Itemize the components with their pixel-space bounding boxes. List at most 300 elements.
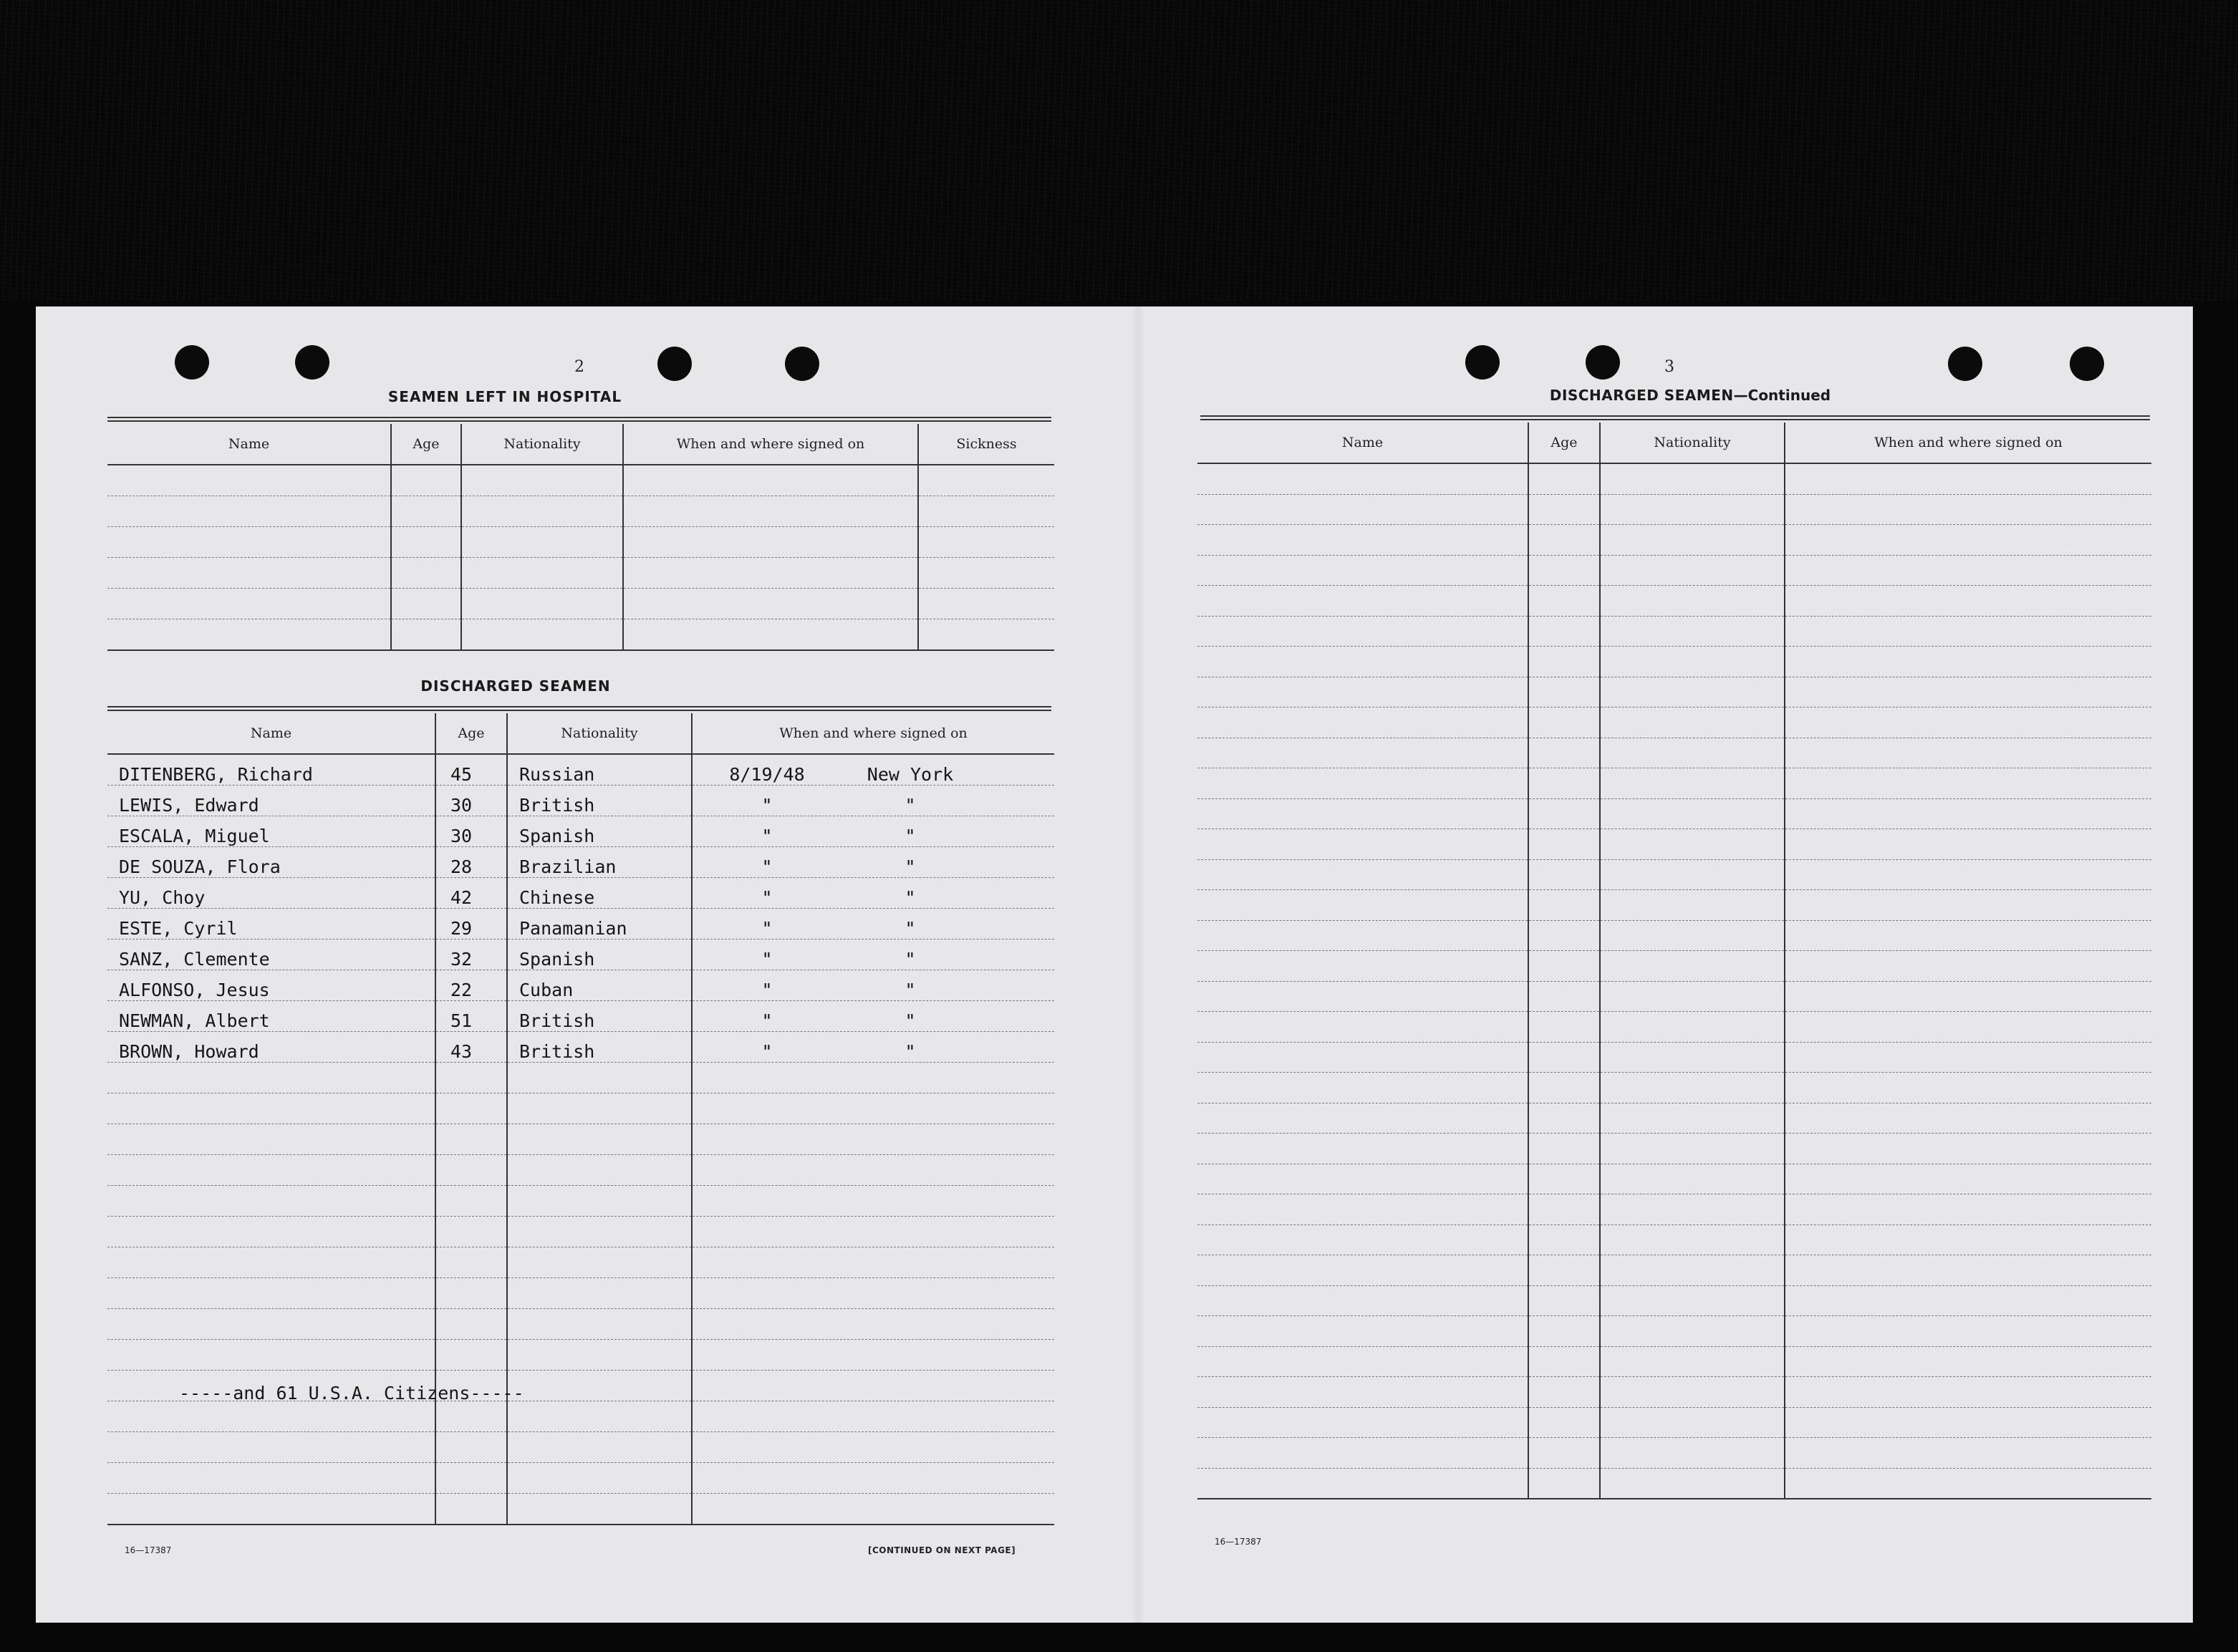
page-fold	[1132, 306, 1144, 1623]
table-cell	[1197, 768, 1528, 799]
table-row	[107, 558, 1054, 589]
seaman-signed-on	[692, 754, 1054, 786]
table-row	[1197, 1194, 2151, 1225]
table-cell	[1600, 1285, 1785, 1316]
signed-on-place: "	[905, 856, 916, 877]
table-row	[107, 1032, 1054, 1063]
seaman-signed-on	[692, 939, 1054, 970]
seaman-name	[107, 1124, 435, 1155]
seaman-signed-on	[692, 1093, 1054, 1124]
seaman-age: 32	[435, 939, 507, 970]
seaman-age	[435, 1093, 507, 1124]
column-header-name: Name	[107, 424, 391, 465]
seaman-signed-on	[692, 1278, 1054, 1309]
table-cell	[1600, 1377, 1785, 1408]
table-cell	[1785, 616, 2151, 647]
table-cell	[1528, 555, 1600, 586]
table-cell	[1785, 1316, 2151, 1347]
table-cell	[1600, 1012, 1785, 1043]
seaman-nationality	[507, 1463, 692, 1494]
table-cell	[1528, 1438, 1600, 1469]
seaman-nationality	[507, 1247, 692, 1278]
column-header-age: Age	[435, 713, 507, 754]
seaman-nationality	[507, 1155, 692, 1186]
seaman-nationality: British	[507, 786, 692, 816]
seaman-age: 42	[435, 878, 507, 909]
table-row	[107, 847, 1054, 878]
table-cell	[1785, 1042, 2151, 1073]
seaman-signed-on	[692, 816, 1054, 847]
table-row	[1197, 859, 2151, 890]
table-row	[1197, 981, 2151, 1012]
table-row	[107, 1001, 1054, 1032]
seaman-signed-on	[692, 1309, 1054, 1340]
seaman-signed-on	[692, 1032, 1054, 1063]
seaman-nationality: British	[507, 1032, 692, 1063]
seaman-signed-on	[692, 1432, 1054, 1463]
table-row	[107, 1217, 1054, 1247]
table-row	[1197, 647, 2151, 677]
table-cell	[1600, 1316, 1785, 1347]
table-cell	[1785, 555, 2151, 586]
table-row	[1197, 1438, 2151, 1469]
table-row	[1197, 1285, 2151, 1316]
table-cell	[1528, 1073, 1600, 1103]
table-cell	[1528, 1377, 1600, 1408]
seaman-age: 28	[435, 847, 507, 878]
table-cell	[1197, 1438, 1528, 1469]
seaman-name: SANZ, Clemente	[107, 939, 435, 970]
right-top-rule	[1200, 415, 2150, 420]
seaman-name	[107, 1463, 435, 1494]
seaman-age	[435, 1124, 507, 1155]
table-row	[1197, 616, 2151, 647]
table-cell	[1197, 1377, 1528, 1408]
hospital-section-title: SEAMEN LEFT IN HOSPITAL	[387, 388, 622, 405]
table-cell	[1600, 525, 1785, 556]
table-cell	[1197, 494, 1528, 525]
seaman-name	[107, 1278, 435, 1309]
column-header-age: Age	[1528, 422, 1600, 463]
table-cell	[1528, 859, 1600, 890]
table-row	[1197, 1164, 2151, 1194]
table-cell	[1197, 1164, 1528, 1194]
table-row	[1197, 798, 2151, 829]
seaman-nationality	[507, 1124, 692, 1155]
signed-on-date: "	[761, 949, 773, 970]
seaman-age	[435, 1217, 507, 1247]
hospital-top-rule	[107, 417, 1051, 422]
table-row	[107, 1340, 1054, 1371]
seaman-nationality	[507, 1093, 692, 1124]
signed-on-date: "	[761, 795, 773, 816]
table-cell	[1600, 1438, 1785, 1469]
table-row	[107, 878, 1054, 909]
table-cell	[1528, 525, 1600, 556]
table-row	[107, 786, 1054, 816]
discharged-continued-table	[1197, 422, 2151, 1499]
seaman-nationality	[507, 1432, 692, 1463]
table-row	[1197, 1012, 2151, 1043]
table-cell	[1528, 1012, 1600, 1043]
seaman-name: NEWMAN, Albert	[107, 1001, 435, 1032]
seaman-name	[107, 1063, 435, 1093]
page-number-left: 2	[574, 358, 584, 376]
table-row	[107, 754, 1054, 786]
signed-on-place: "	[905, 918, 916, 939]
page-number-right: 3	[1664, 358, 1674, 376]
table-cell	[1785, 1224, 2151, 1255]
table-cell	[1528, 677, 1600, 707]
table-cell	[1528, 1255, 1600, 1286]
table-cell	[1197, 1012, 1528, 1043]
table-cell	[1785, 920, 2151, 951]
seaman-age: 30	[435, 786, 507, 816]
punch-hole	[1465, 345, 1500, 380]
table-cell	[1600, 1103, 1785, 1134]
column-header-age: Age	[391, 424, 461, 465]
signed-on-place: "	[905, 887, 916, 908]
punch-hole	[2070, 347, 2104, 381]
table-cell	[1785, 738, 2151, 768]
table-cell	[1197, 920, 1528, 951]
seaman-age: 43	[435, 1032, 507, 1063]
punch-hole	[1948, 347, 1982, 381]
table-cell	[1785, 1468, 2151, 1499]
seaman-nationality: Chinese	[507, 878, 692, 909]
signed-on-place: "	[905, 980, 916, 1000]
seaman-nationality	[507, 1063, 692, 1093]
seaman-name	[107, 1186, 435, 1217]
table-cell	[1785, 586, 2151, 617]
table-cell	[1785, 1012, 2151, 1043]
signed-on-place: New York	[867, 764, 954, 785]
table-row	[1197, 586, 2151, 617]
table-cell	[1197, 647, 1528, 677]
signed-on-place: "	[905, 1041, 916, 1062]
table-cell	[1600, 890, 1785, 921]
table-row	[107, 1155, 1054, 1186]
discharged-continued-main: DISCHARGED SEAMEN	[1549, 387, 1734, 404]
table-row	[107, 816, 1054, 847]
table-cell	[1785, 707, 2151, 738]
seaman-age	[435, 1340, 507, 1371]
column-header-signed-on: When and where signed on	[623, 424, 918, 465]
table-row	[1197, 525, 2151, 556]
table-cell	[1197, 798, 1528, 829]
table-cell	[1528, 1042, 1600, 1073]
table-cell	[1197, 1073, 1528, 1103]
table-cell	[1197, 555, 1528, 586]
table-row	[107, 1494, 1054, 1525]
table-row	[107, 1278, 1054, 1309]
seaman-signed-on	[692, 1063, 1054, 1093]
table-row	[107, 1124, 1054, 1155]
seaman-name	[107, 1432, 435, 1463]
seaman-signed-on	[692, 1001, 1054, 1032]
seaman-signed-on	[692, 847, 1054, 878]
table-cell	[1785, 677, 2151, 707]
punch-hole	[175, 345, 209, 380]
seaman-nationality	[507, 1371, 692, 1401]
table-row	[1197, 1255, 2151, 1286]
table-cell	[1785, 1194, 2151, 1225]
column-header-name: Name	[1197, 422, 1528, 463]
table-cell	[1600, 463, 1785, 494]
seaman-name: DE SOUZA, Flora	[107, 847, 435, 878]
table-cell	[1528, 1468, 1600, 1499]
seaman-age	[435, 1463, 507, 1494]
table-cell	[1600, 1073, 1785, 1103]
table-cell	[1197, 1134, 1528, 1164]
table-row	[1197, 1134, 2151, 1164]
table-row	[107, 1093, 1054, 1124]
table-row	[1197, 951, 2151, 982]
table-cell	[1785, 951, 2151, 982]
seaman-nationality	[507, 1340, 692, 1371]
table-cell	[1197, 1103, 1528, 1134]
table-cell	[1197, 859, 1528, 890]
table-cell	[1600, 738, 1785, 768]
table-row	[1197, 1316, 2151, 1347]
punch-hole	[295, 345, 329, 380]
table-row	[1197, 829, 2151, 860]
seaman-nationality: Panamanian	[507, 909, 692, 939]
seaman-name	[107, 1401, 435, 1432]
table-row	[107, 1247, 1054, 1278]
seaman-nationality: British	[507, 1001, 692, 1032]
table-cell	[1197, 463, 1528, 494]
seaman-name: DITENBERG, Richard	[107, 754, 435, 786]
discharged-continued-title	[1439, 387, 1941, 404]
table-row	[1197, 707, 2151, 738]
table-cell	[1528, 920, 1600, 951]
seaman-nationality	[507, 1186, 692, 1217]
table-cell	[1197, 1407, 1528, 1438]
table-cell	[1785, 1377, 2151, 1408]
table-row	[1197, 1073, 2151, 1103]
signed-on-place: "	[905, 795, 916, 816]
table-cell	[1785, 981, 2151, 1012]
seaman-name	[107, 1309, 435, 1340]
seaman-nationality: Russian	[507, 754, 692, 786]
table-cell	[1785, 768, 2151, 799]
punch-hole	[785, 347, 819, 381]
seaman-signed-on	[692, 1247, 1054, 1278]
table-row	[1197, 890, 2151, 921]
seaman-signed-on	[692, 1124, 1054, 1155]
seaman-nationality	[507, 1401, 692, 1432]
seaman-name	[107, 1155, 435, 1186]
signed-on-date: "	[761, 856, 773, 877]
table-cell	[1197, 981, 1528, 1012]
table-cell	[1600, 1346, 1785, 1377]
seaman-age: 51	[435, 1001, 507, 1032]
table-cell	[1600, 1134, 1785, 1164]
seaman-age	[435, 1063, 507, 1093]
seaman-nationality	[507, 1217, 692, 1247]
table-cell	[1197, 1224, 1528, 1255]
table-cell	[1197, 707, 1528, 738]
table-cell	[1600, 494, 1785, 525]
table-row	[1197, 1103, 2151, 1134]
table-cell	[1197, 890, 1528, 921]
table-cell	[1785, 1103, 2151, 1134]
seaman-name: ESTE, Cyril	[107, 909, 435, 939]
seaman-signed-on	[692, 970, 1054, 1001]
seaman-age: 22	[435, 970, 507, 1001]
table-cell	[1528, 463, 1600, 494]
discharged-section-title: DISCHARGED SEAMEN	[420, 677, 611, 695]
table-cell	[1600, 951, 1785, 982]
table-cell	[1600, 859, 1785, 890]
table-row	[107, 970, 1054, 1001]
seaman-age: 30	[435, 816, 507, 847]
signed-on-place: "	[905, 949, 916, 970]
table-cell	[1197, 1255, 1528, 1286]
seaman-age	[435, 1278, 507, 1309]
table-cell	[1528, 1194, 1600, 1225]
column-header-nationality: Nationality	[1600, 422, 1785, 463]
seaman-nationality: Brazilian	[507, 847, 692, 878]
table-cell	[1785, 1346, 2151, 1377]
table-row	[107, 589, 1054, 619]
seaman-signed-on	[692, 1371, 1054, 1401]
table-cell	[1528, 1407, 1600, 1438]
table-row	[1197, 677, 2151, 707]
table-row	[1197, 1346, 2151, 1377]
seaman-signed-on	[692, 1340, 1054, 1371]
table-row	[1197, 738, 2151, 768]
signed-on-date: "	[761, 887, 773, 908]
seaman-nationality: Cuban	[507, 970, 692, 1001]
table-cell	[1600, 616, 1785, 647]
table-cell	[1528, 1134, 1600, 1164]
table-cell	[1528, 798, 1600, 829]
signed-on-date: "	[761, 918, 773, 939]
table-cell	[1600, 829, 1785, 860]
table-cell	[1197, 1285, 1528, 1316]
table-cell	[1600, 1407, 1785, 1438]
table-cell	[1528, 707, 1600, 738]
seaman-age	[435, 1432, 507, 1463]
table-cell	[1528, 981, 1600, 1012]
seaman-age	[435, 1186, 507, 1217]
us-citizens-summary: -----and 61 U.S.A. Citizens-----	[179, 1383, 524, 1404]
table-cell	[1528, 1346, 1600, 1377]
table-cell	[1197, 1346, 1528, 1377]
seaman-name: ALFONSO, Jesus	[107, 970, 435, 1001]
table-cell	[1197, 677, 1528, 707]
table-cell	[1600, 798, 1785, 829]
table-cell	[1600, 981, 1785, 1012]
table-cell	[1197, 829, 1528, 860]
form-sheet	[36, 306, 2193, 1623]
table-row	[1197, 555, 2151, 586]
table-cell	[1528, 616, 1600, 647]
signed-on-date: "	[761, 1041, 773, 1062]
seaman-nationality: Spanish	[507, 816, 692, 847]
table-cell	[1785, 798, 2151, 829]
seaman-signed-on	[692, 1186, 1054, 1217]
signed-on-date: 8/19/48	[729, 764, 805, 785]
table-cell	[1600, 555, 1785, 586]
table-cell	[1785, 525, 2151, 556]
scan-background	[0, 0, 2238, 301]
punch-hole	[1586, 345, 1620, 380]
table-row	[1197, 1407, 2151, 1438]
seaman-signed-on	[692, 1217, 1054, 1247]
signed-on-place: "	[905, 826, 916, 846]
table-cell	[1197, 738, 1528, 768]
table-row	[1197, 494, 2151, 525]
discharged-top-rule	[107, 706, 1051, 711]
table-cell	[1528, 768, 1600, 799]
column-header-nationality: Nationality	[507, 713, 692, 754]
table-cell	[1785, 829, 2151, 860]
table-cell	[1197, 586, 1528, 617]
table-cell	[1785, 890, 2151, 921]
table-cell	[1197, 616, 1528, 647]
seaman-signed-on	[692, 1155, 1054, 1186]
table-cell	[1528, 1103, 1600, 1134]
table-row	[1197, 920, 2151, 951]
table-row	[107, 1432, 1054, 1463]
table-cell	[1785, 1073, 2151, 1103]
table-cell	[1785, 494, 2151, 525]
table-row	[1197, 1224, 2151, 1255]
table-cell	[1197, 1194, 1528, 1225]
table-cell	[1197, 1042, 1528, 1073]
table-row	[107, 619, 1054, 651]
table-cell	[1600, 1194, 1785, 1225]
seaman-name: ESCALA, Miguel	[107, 816, 435, 847]
table-cell	[1785, 1407, 2151, 1438]
column-header-signed-on: When and where signed on	[692, 713, 1054, 754]
signed-on-place: "	[905, 1010, 916, 1031]
table-cell	[1197, 1316, 1528, 1347]
seaman-age	[435, 1247, 507, 1278]
table-row	[1197, 1468, 2151, 1499]
seaman-age: 29	[435, 909, 507, 939]
seaman-name	[107, 1093, 435, 1124]
seaman-name: LEWIS, Edward	[107, 786, 435, 816]
seaman-name	[107, 1247, 435, 1278]
table-cell	[1528, 890, 1600, 921]
seaman-name	[107, 1494, 435, 1525]
table-cell	[1785, 1285, 2151, 1316]
table-row	[107, 1063, 1054, 1093]
table-row	[107, 909, 1054, 939]
seaman-nationality	[507, 1309, 692, 1340]
table-row	[107, 1309, 1054, 1340]
table-cell	[1600, 586, 1785, 617]
table-cell	[1528, 494, 1600, 525]
seaman-signed-on	[692, 786, 1054, 816]
table-cell	[1528, 1224, 1600, 1255]
table-cell	[1528, 829, 1600, 860]
discharged-continued-suffix: —Continued	[1733, 387, 1831, 404]
seaman-name	[107, 1340, 435, 1371]
table-cell	[1600, 1164, 1785, 1194]
form-code-right: 16—17387	[1215, 1537, 1262, 1547]
table-cell	[1785, 463, 2151, 494]
table-cell	[1528, 1316, 1600, 1347]
table-cell	[1785, 1438, 2151, 1469]
table-cell	[1197, 951, 1528, 982]
seaman-signed-on	[692, 878, 1054, 909]
table-cell	[1785, 1134, 2151, 1164]
